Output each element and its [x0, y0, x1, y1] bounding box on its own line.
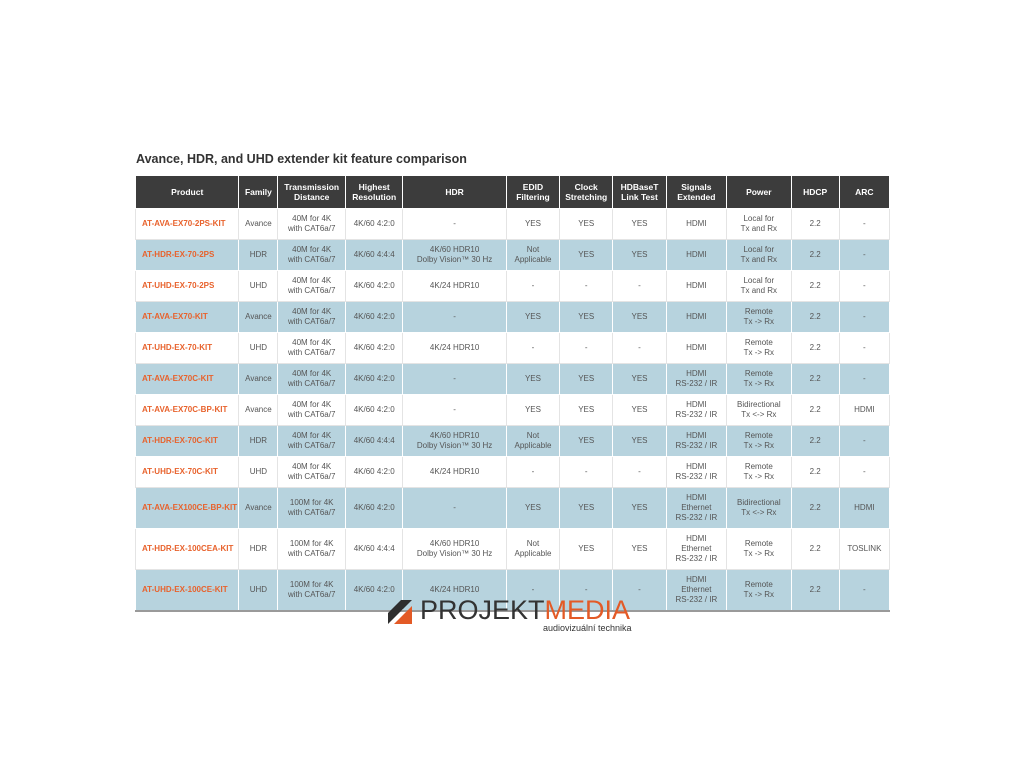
table-cell: 100M for 4K with CAT6a/7 — [278, 529, 346, 570]
table-cell: - — [560, 333, 613, 364]
table-cell: YES — [506, 395, 559, 426]
table-cell: Remote Tx -> Rx — [727, 333, 792, 364]
table-cell: 100M for 4K with CAT6a/7 — [278, 488, 346, 529]
product-name-cell[interactable]: AT-AVA-EX100CE-BP-KIT — [136, 488, 239, 529]
table-row — [136, 488, 890, 529]
table-cell: YES — [506, 302, 559, 333]
product-name-cell[interactable]: AT-AVA-EX70C-BP-KIT — [136, 395, 239, 426]
table-cell: - — [839, 364, 889, 395]
table-cell: - — [403, 488, 506, 529]
table-cell: HDR — [239, 240, 278, 271]
table-cell: HDMI Ethernet RS-232 / IR — [666, 529, 726, 570]
comparison-table — [135, 175, 890, 612]
column-header: Family — [239, 176, 278, 209]
table-cell: 4K/60 4:2:0 — [346, 364, 403, 395]
table-cell: - — [506, 570, 559, 612]
table-cell: Remote Tx -> Rx — [727, 364, 792, 395]
column-header: Transmission Distance — [278, 176, 346, 209]
table-cell: 2.2 — [791, 570, 839, 612]
table-cell: - — [839, 240, 889, 271]
table-cell: YES — [560, 364, 613, 395]
table-cell: YES — [613, 529, 666, 570]
table-cell: 4K/60 4:2:0 — [346, 570, 403, 612]
table-cell: Remote Tx -> Rx — [727, 457, 792, 488]
table-cell: 4K/60 HDR10 Dolby Vision™ 30 Hz — [403, 426, 506, 457]
table-cell: Remote Tx -> Rx — [727, 570, 792, 612]
table-cell: YES — [560, 240, 613, 271]
table-cell: 4K/60 HDR10 Dolby Vision™ 30 Hz — [403, 529, 506, 570]
product-name-cell[interactable]: AT-AVA-EX70C-KIT — [136, 364, 239, 395]
table-cell: 40M for 4K with CAT6a/7 — [278, 240, 346, 271]
comparison-title: Avance, HDR, and UHD extender kit feature comparison — [136, 152, 467, 166]
table-row — [136, 426, 890, 457]
table-cell: YES — [613, 364, 666, 395]
table-cell: 4K/24 HDR10 — [403, 333, 506, 364]
table-cell: HDMI — [839, 395, 889, 426]
table-cell: HDMI RS-232 / IR — [666, 364, 726, 395]
product-name-cell[interactable]: AT-HDR-EX-70C-KIT — [136, 426, 239, 457]
table-cell: 2.2 — [791, 529, 839, 570]
table-cell: Avance — [239, 395, 278, 426]
table-cell: - — [403, 209, 506, 240]
table-cell: 40M for 4K with CAT6a/7 — [278, 364, 346, 395]
column-header: HDBaseT Link Test — [613, 176, 666, 209]
table-cell: YES — [560, 302, 613, 333]
table-cell: TOSLINK — [839, 529, 889, 570]
table-cell: YES — [560, 395, 613, 426]
table-cell: - — [403, 302, 506, 333]
table-cell: YES — [613, 395, 666, 426]
table-cell: 4K/24 HDR10 — [403, 457, 506, 488]
table-cell: Avance — [239, 488, 278, 529]
table-cell: YES — [560, 426, 613, 457]
watermark-text-media: MEDIA — [544, 595, 631, 625]
table-cell: 4K/60 HDR10 Dolby Vision™ 30 Hz — [403, 240, 506, 271]
table-cell: Bidirectional Tx <-> Rx — [727, 488, 792, 529]
product-name-cell[interactable]: AT-HDR-EX-70-2PS — [136, 240, 239, 271]
table-cell: 40M for 4K with CAT6a/7 — [278, 426, 346, 457]
product-name-cell[interactable]: AT-UHD-EX-70-KIT — [136, 333, 239, 364]
table-row — [136, 395, 890, 426]
table-cell: Local for Tx and Rx — [727, 240, 792, 271]
column-header: HDR — [403, 176, 506, 209]
table-row — [136, 364, 890, 395]
table-cell: 40M for 4K with CAT6a/7 — [278, 457, 346, 488]
table-cell: 4K/60 4:4:4 — [346, 240, 403, 271]
column-header: Product — [136, 176, 239, 209]
table-cell: UHD — [239, 333, 278, 364]
table-header-row — [136, 176, 890, 209]
table-cell: - — [839, 426, 889, 457]
table-cell: - — [403, 364, 506, 395]
table-cell: - — [839, 209, 889, 240]
table-cell: HDMI — [666, 333, 726, 364]
table-cell: Local for Tx and Rx — [727, 209, 792, 240]
column-header: EDID Filtering — [506, 176, 559, 209]
watermark-subtitle: audiovizuální technika — [543, 623, 632, 633]
column-header: Clock Stretching — [560, 176, 613, 209]
table-cell: 4K/60 4:4:4 — [346, 529, 403, 570]
table-cell: HDMI — [666, 271, 726, 302]
table-row — [136, 240, 890, 271]
table-cell: 40M for 4K with CAT6a/7 — [278, 395, 346, 426]
table-row — [136, 209, 890, 240]
projektmedia-logo-icon — [388, 600, 412, 624]
table-cell: HDMI RS-232 / IR — [666, 395, 726, 426]
table-cell: - — [506, 271, 559, 302]
table-cell: 4K/60 4:2:0 — [346, 271, 403, 302]
table-cell: HDMI — [666, 209, 726, 240]
table-cell: UHD — [239, 271, 278, 302]
table-cell: YES — [506, 364, 559, 395]
product-name-cell[interactable]: AT-UHD-EX-100CE-KIT — [136, 570, 239, 612]
table-cell: YES — [560, 488, 613, 529]
product-name-cell[interactable]: AT-UHD-EX-70C-KIT — [136, 457, 239, 488]
table-cell: 100M for 4K with CAT6a/7 — [278, 570, 346, 612]
table-cell: 2.2 — [791, 333, 839, 364]
table-cell: 4K/60 4:4:4 — [346, 426, 403, 457]
table-cell: Not Applicable — [506, 529, 559, 570]
column-header: Power — [727, 176, 792, 209]
table-cell: YES — [613, 302, 666, 333]
column-header: ARC — [839, 176, 889, 209]
table-cell: - — [839, 570, 889, 612]
table-cell: - — [613, 457, 666, 488]
table-cell: HDMI Ethernet RS-232 / IR — [666, 570, 726, 612]
table-cell: 40M for 4K with CAT6a/7 — [278, 333, 346, 364]
product-name-cell[interactable]: AT-HDR-EX-100CEA-KIT — [136, 529, 239, 570]
product-name-cell[interactable]: AT-UHD-EX-70-2PS — [136, 271, 239, 302]
table-cell: 4K/60 4:2:0 — [346, 488, 403, 529]
table-cell: - — [403, 395, 506, 426]
table-cell: - — [613, 333, 666, 364]
table-cell: - — [560, 457, 613, 488]
table-cell: Bidirectional Tx <-> Rx — [727, 395, 792, 426]
table-cell: YES — [613, 426, 666, 457]
product-name-cell[interactable]: AT-AVA-EX70-2PS-KIT — [136, 209, 239, 240]
column-header: Signals Extended — [666, 176, 726, 209]
table-cell: 2.2 — [791, 395, 839, 426]
table-cell: 2.2 — [791, 426, 839, 457]
table-cell: YES — [613, 488, 666, 529]
table-cell: 4K/60 4:2:0 — [346, 395, 403, 426]
table-cell: Remote Tx -> Rx — [727, 302, 792, 333]
table-cell: YES — [560, 529, 613, 570]
table-cell: Local for Tx and Rx — [727, 271, 792, 302]
column-header: Highest Resolution — [346, 176, 403, 209]
table-cell: 40M for 4K with CAT6a/7 — [278, 302, 346, 333]
table-row — [136, 333, 890, 364]
table-cell: - — [839, 457, 889, 488]
table-cell: Not Applicable — [506, 240, 559, 271]
table-cell: HDMI — [666, 302, 726, 333]
table-row — [136, 457, 890, 488]
table-cell: 2.2 — [791, 240, 839, 271]
table-cell: 40M for 4K with CAT6a/7 — [278, 271, 346, 302]
table-cell: UHD — [239, 457, 278, 488]
table-cell: HDMI Ethernet RS-232 / IR — [666, 488, 726, 529]
table-cell: HDR — [239, 426, 278, 457]
table-cell: UHD — [239, 570, 278, 612]
table-cell: HDR — [239, 529, 278, 570]
table-cell: - — [613, 271, 666, 302]
table-cell: Remote Tx -> Rx — [727, 426, 792, 457]
product-name-cell[interactable]: AT-AVA-EX70-KIT — [136, 302, 239, 333]
table-row — [136, 302, 890, 333]
table-cell: Avance — [239, 209, 278, 240]
table-cell: 2.2 — [791, 271, 839, 302]
table-cell: HDMI — [666, 240, 726, 271]
table-cell: 2.2 — [791, 364, 839, 395]
table-cell: 2.2 — [791, 302, 839, 333]
table-cell: Avance — [239, 302, 278, 333]
table-cell: YES — [613, 209, 666, 240]
table-cell: - — [839, 271, 889, 302]
table-cell: 2.2 — [791, 488, 839, 529]
table-cell: - — [839, 333, 889, 364]
table-cell: YES — [613, 240, 666, 271]
table-cell: - — [613, 570, 666, 612]
table-cell: 4K/60 4:2:0 — [346, 457, 403, 488]
table-cell: 4K/60 4:2:0 — [346, 209, 403, 240]
table-cell: YES — [506, 488, 559, 529]
table-cell: - — [560, 570, 613, 612]
table-cell: HDMI RS-232 / IR — [666, 426, 726, 457]
table-cell: HDMI — [839, 488, 889, 529]
watermark-text-projekt: PROJEKT — [420, 595, 545, 625]
table-row — [136, 529, 890, 570]
table-cell: Remote Tx -> Rx — [727, 529, 792, 570]
table-cell: 40M for 4K with CAT6a/7 — [278, 209, 346, 240]
table-cell: YES — [560, 209, 613, 240]
table-cell: 4K/60 4:2:0 — [346, 333, 403, 364]
table-row — [136, 271, 890, 302]
table-cell: Not Applicable — [506, 426, 559, 457]
projektmedia-watermark — [388, 597, 638, 637]
table-cell: 4K/60 4:2:0 — [346, 302, 403, 333]
table-cell: HDMI RS-232 / IR — [666, 457, 726, 488]
table-cell: YES — [506, 209, 559, 240]
table-cell: - — [506, 457, 559, 488]
table-cell: - — [839, 302, 889, 333]
table-cell: 2.2 — [791, 457, 839, 488]
table-cell: - — [506, 333, 559, 364]
watermark-wordmark — [420, 595, 630, 625]
table-cell: 4K/24 HDR10 — [403, 271, 506, 302]
table-cell: Avance — [239, 364, 278, 395]
table-cell: - — [560, 271, 613, 302]
table-cell: 4K/24 HDR10 — [403, 570, 506, 612]
table-cell: 2.2 — [791, 209, 839, 240]
column-header: HDCP — [791, 176, 839, 209]
